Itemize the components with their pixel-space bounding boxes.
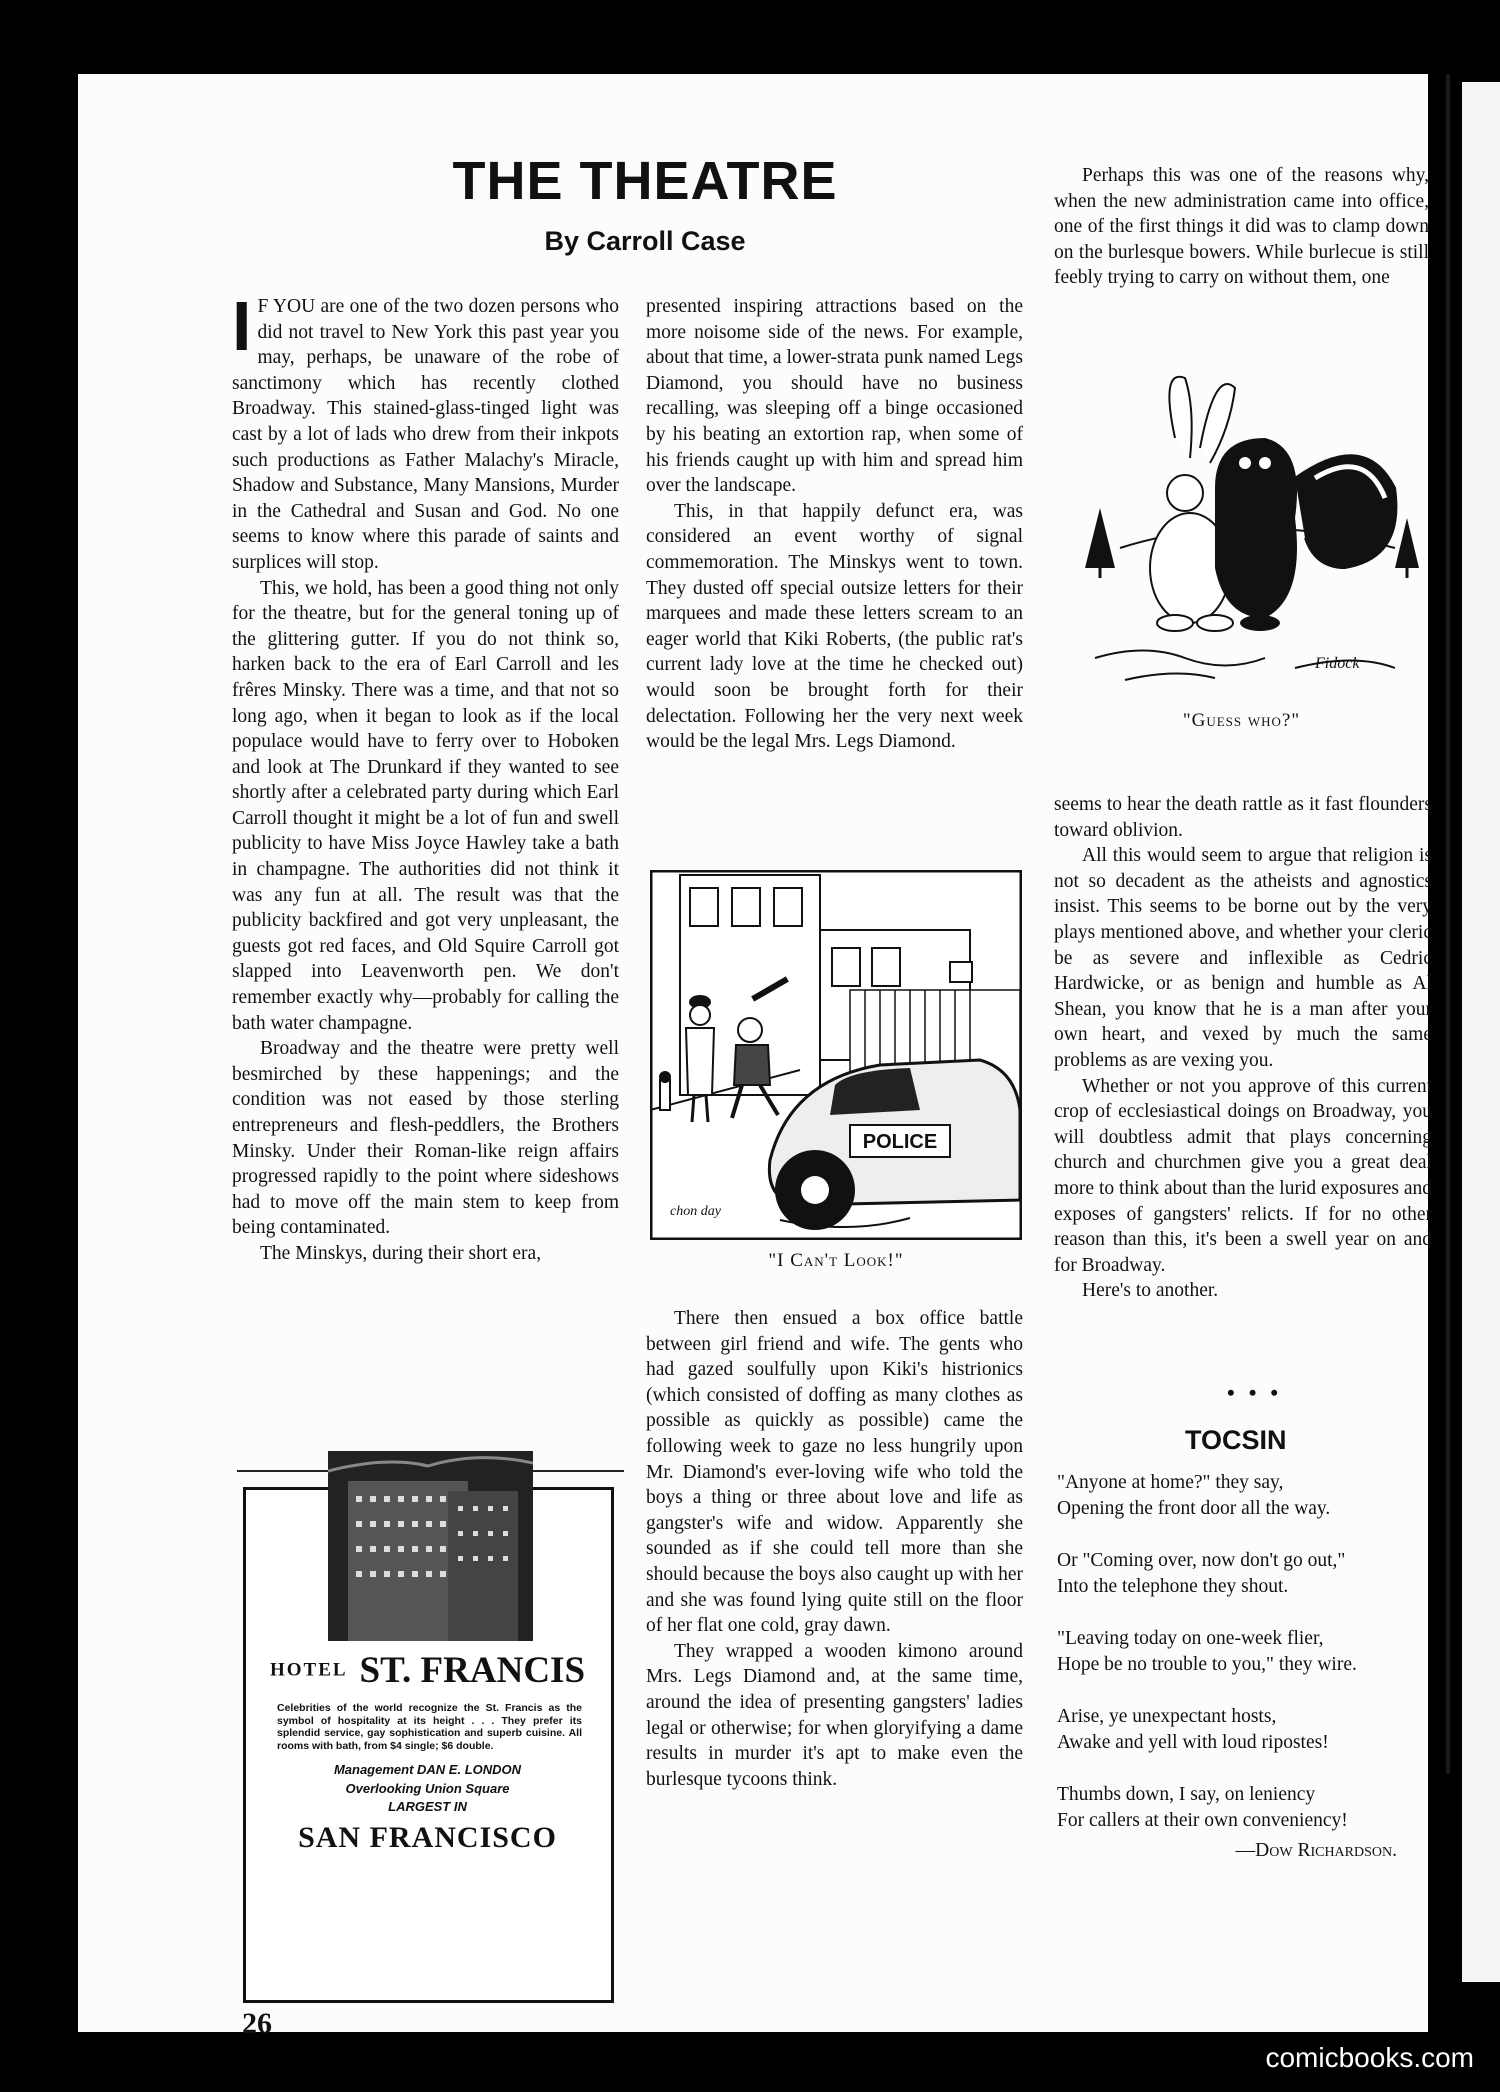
paragraph: The Minskys, during their short era, <box>260 1242 542 1264</box>
cartoonist-signature: chon day <box>670 1204 721 1219</box>
poem-line: Into the telephone they shout. <box>1057 1576 1289 1597</box>
hotel-advertisement <box>243 1487 616 2007</box>
article-byline: By Carroll Case <box>544 226 746 256</box>
cartoon-skunk-rabbit-illustration <box>1065 368 1425 703</box>
poem-line: Opening the front door all the way. <box>1057 1498 1331 1519</box>
ad-location: Overlooking Union Square <box>345 1781 510 1796</box>
poem-line: Thumbs down, I say, on leniency <box>1057 1784 1316 1805</box>
paragraph: presented inspiring attractions based on the more noisome side of the news. For example, about that time, a lower-strata punk named Legs Diamond, you should have no business recalling, was sleeping off a binge occasioned by his beating an extortion rap, when some of his friends caught up with him and spread him over the landscape. <box>646 296 1023 497</box>
paragraph: Whether or not you approve of this current crop of ecclesiastical doings on Broadway, you will doubtless admit that plays concerning church and churchmen give you a great deal more to think about than the lurid exposures and exposes of gangsters' relicts. If for no other reason than this, it's been a swell year on and for Broadway. <box>1054 1075 1433 1276</box>
ad-hotel-title: ST. FRANCIS <box>359 1650 586 1691</box>
column-3-top <box>1054 163 1429 291</box>
paragraph: I F YOU are one of the two dozen persons who did not travel to New York this past year you may, perhaps, be unaware of the robe of sanctimony which has recently clothed Broadway. This stained-glass-tinged light was cast by a lot of lads who drew from their inkpots such productions as Father Malachy's Miracle, Shadow and Substance, Many Mansions, Murder in the Cathedral and Susan and God. No one seems to know where this parade of saints and surplices will stop. <box>232 287 619 573</box>
adjacent-page-edge <box>1462 82 1500 1982</box>
poem-stanza <box>1057 1782 1437 1834</box>
poem-credit: —Dow Richardson. <box>1235 1840 1397 1861</box>
hotel-building-illustration <box>328 1451 533 1641</box>
paragraph: Broadway and the theatre were pretty well besmirched by these happenings; and the condition was not eased by those sterling entrepreneurs and flesh-peddlers, the Brothers Minsky. Under their Roman-like reign affairs progressed rapidly to the point where sideshows had to move off the main stem to keep from being contaminated. <box>232 1038 619 1239</box>
poem-line: Arise, ye unexpectant hosts, <box>1057 1706 1277 1727</box>
section-divider-dots: ••• <box>1227 1380 1293 1405</box>
poem-line: Or "Coming over, now don't go out," <box>1057 1550 1346 1571</box>
paragraph: Perhaps this was one of the reasons why, when the new administration came into office, one of the first things it did was to clamp down on the burlesque bowers. While burlecue is still feebly trying to carry on without them, one <box>1054 165 1429 289</box>
column-1 <box>232 287 619 1267</box>
cartoon-skunk-rabbit <box>1065 368 1425 703</box>
cartoon-police-car-illustration <box>650 870 1022 1240</box>
column-2-bottom <box>646 1306 1023 1792</box>
poem-stanza <box>1057 1626 1437 1678</box>
paragraph: There then ensued a box office battle between girl friend and wife. The gents who had gazed soulfully upon Kiki's histrionics (which consisted of doffing as many clothes as possible as quickly as possible) came the following week to gaze no less hungrily upon Mr. Diamond's ever-loving wife who told the boys a thing or three about love and life as gangster's wife and widow. Apparently she sounded as if she could tell more than she should because the boys also caught up with her and she was found lying quite still on the floor of her flat one cold, gray dawn. <box>646 1308 1023 1637</box>
poem-title: TOCSIN <box>1185 1425 1287 1455</box>
poem-line: Awake and yell with loud ripostes! <box>1057 1732 1329 1753</box>
ad-largest: LARGEST IN <box>388 1799 467 1814</box>
paragraph: All this would seem to argue that religion is not so decadent as the atheists and agnostics insist. This seems to be borne out by the very plays mentioned above, and whether your cleric be as severe and inflexible as Cedric Hardwicke, or as benign and humble as Al Shean, you know that he is a man after your own heart, and vexed by much the same problems as are vexing you. <box>1054 845 1432 1071</box>
paragraph: They wrapped a wooden kimono around Mrs. Legs Diamond and, at the same time, around the idea of presenting gangsters' ladies legal or otherwise; for when gloryifying a dame results in murder it's apt to make even the burlesque tycoons think. <box>646 1640 1023 1790</box>
paragraph: Here's to another. <box>1082 1280 1219 1302</box>
poem-body <box>1057 1470 1437 1864</box>
page-spine-shadow <box>1446 74 1450 1774</box>
drop-cap: I <box>232 287 252 365</box>
poem-stanza <box>1057 1548 1437 1600</box>
poem-line: "Leaving today on one-week flier, <box>1057 1628 1324 1649</box>
cartoon-2-caption: "Guess who?" <box>1182 710 1301 731</box>
ad-blurb: Celebrities of the world recognize the St. Francis as the symbol of hospitality at its height . . . They prefer its splendid service, gay sophistication and superb cuisine. All rooms with bath, from $4 single; $6 double. <box>277 1702 582 1752</box>
cartoon-police-car <box>650 870 1022 1240</box>
cartoon-1-caption: "I Can't Look!" <box>768 1250 904 1271</box>
cartoonist-signature: Fidock <box>1315 655 1360 672</box>
page-number: 26 <box>242 2007 272 2040</box>
article-title: THE THEATRE <box>452 151 838 211</box>
poem-stanza <box>1057 1704 1437 1756</box>
ad-hotel-prefix: HOTEL <box>269 1659 348 1681</box>
column-2-top <box>646 294 1023 755</box>
column-3-bottom <box>1054 792 1432 1304</box>
poem-line: Hope be no trouble to you," they wire. <box>1057 1654 1357 1675</box>
poem-line: For callers at their own conveniency! <box>1057 1810 1348 1831</box>
paragraph: This, in that happily defunct era, was considered an event worthy of signal commemoration. The Minskys went to town. They dusted off special outsize letters for their marquees and made these letters scream to an eager world that Kiki Roberts, (the public rat's current lady love at the time he checked out) would soon be brought forth for their delectation. Following her the very next week would be the legal Mrs. Legs Diamond. <box>646 500 1023 753</box>
ad-city: SAN FRANCISCO <box>298 1821 557 1854</box>
police-sign-text: POLICE <box>862 1131 938 1153</box>
ad-management: Management DAN E. LONDON <box>333 1762 522 1777</box>
poem-line: "Anyone at home?" they say, <box>1057 1472 1284 1493</box>
site-watermark: comicbooks.com <box>1265 2042 1474 2073</box>
paragraph: This, we hold, has been a good thing not only for the theatre, but for the general toning up of the glittering gutter. If you do not think so, harken back to the era of Earl Carroll and les frêres Minsky. There was a time, and that not so long ago, when it began to look as if the local populace would have to ferry over to Hoboken and look at The Drunkard if they wanted to see shortly after a celebrated party during which Earl Carroll thought it might be a lot of fun and swell publicity to have Miss Joyce Hawley take a bath in champagne. The authorities did not think it was any fun at all. The result was that the publicity backfired and got very unpleasant, the guests got red faces, and Old Squire Carroll got slapped into Leavenworth pen. We don't remember exactly why—probably for calling the bath water champagne. <box>232 577 619 1034</box>
poem-stanza <box>1057 1470 1437 1522</box>
ad-hotel-name <box>255 1649 600 1692</box>
paragraph: seems to hear the death rattle as it fast flounders toward oblivion. <box>1054 794 1432 841</box>
